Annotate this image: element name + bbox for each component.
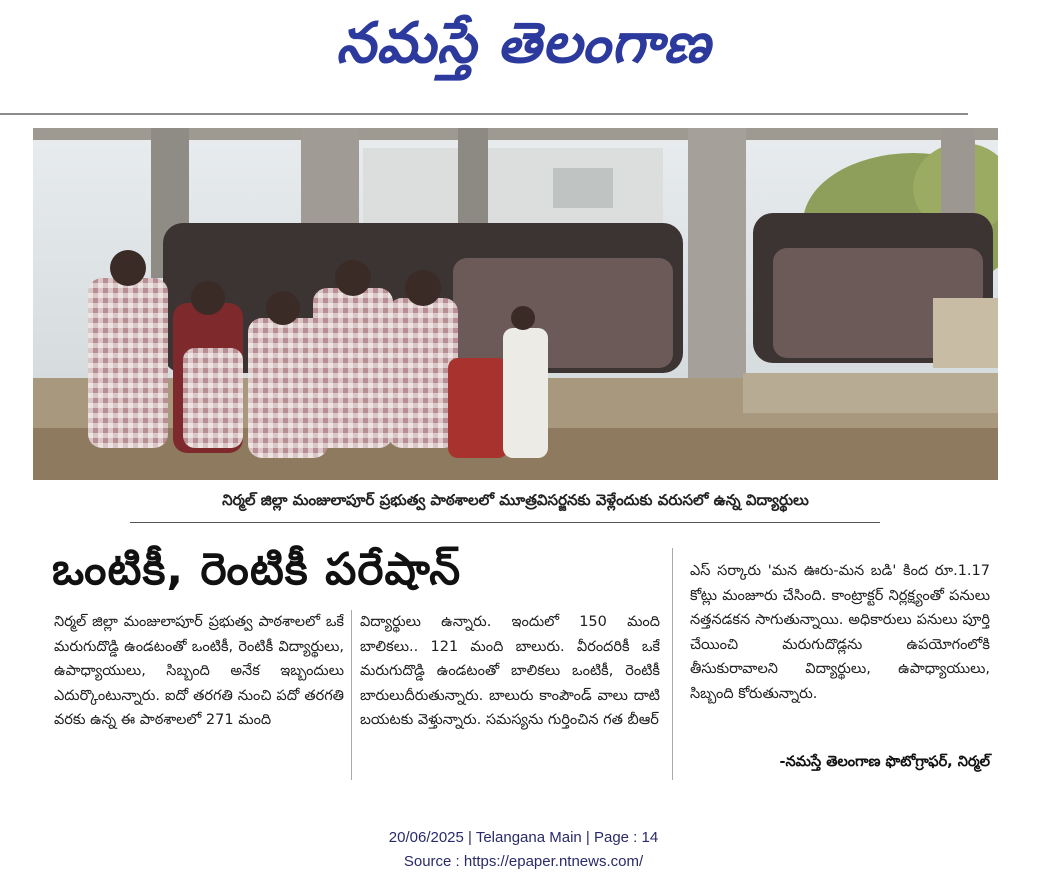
article-column-1-text: నిర్మల్ జిల్లా మంజులాపూర్ ప్రభుత్వ పాఠశాలలో ఒకే మరుగుదొడ్డి ఉండటంతో ఒంటికీ, రెంటికీ విద్యార్థులు, ఉపాధ్యాయులు, సిబ్బంది అనేక ఇబ్బందులు ఎదుర్కొంటున్నారు. ఐదో తరగతి నుంచి పదో తరగతి వరకు ఉన్న ఈ పాఠశాలలో 271 మంది (54, 614, 344, 728)
article-column-2-text: విద్యార్థులు ఉన్నారు. ఇందులో 150 మంది బాలికలు.. 121 మంది బాలురు. వీరందరికీ ఒకే మరుగుదొడ్డి ఉండటంతో బాలికలు ఒంటికీ, రెంటికీ బారులుదీరుతున్నారు. బాలురు కాంపౌండ్ వాలు దాటి బయటకు వెళ్తున్నారు. సమస్యను గుర్తించిన గత బీఆర్ (360, 614, 660, 728)
page-footer (0, 826, 1047, 874)
newspaper-logo-title: నమస్తే తెలంగాణ (336, 10, 711, 76)
article-column-3-text: ఎస్ సర్కారు 'మన ఊరు-మన బడి' కింద రూ.1.17 కోట్లు మంజూరు చేసింది. కాంట్రాక్టర్ నిర్లక్ష్యంతో పనులు నత్తనడకన సాగుతున్నాయి. అధికారులు పనులు పూర్తి చేయించి మరుగుదొడ్లను ఉపయోగంలోకి తీసుకురావాలని విద్యార్థులు, ఉపాధ్యాయులు, సిబ్బంది కోరుతున్నారు. (690, 563, 990, 702)
article-byline: -నమస్తే తెలంగాణ ఫొటోగ్రాఫర్, నిర్మల్ (779, 754, 990, 770)
article-column-2 (360, 610, 660, 733)
caption-divider (130, 522, 880, 523)
photo-caption: నిర్మల్ జిల్లా మంజులాపూర్ ప్రభుత్వ పాఠశాలలో మూత్రవిసర్జనకు వెళ్లేందుకు వరుసలో ఉన్న విద్యార్థులు (222, 491, 809, 509)
news-photo (33, 128, 998, 480)
article-column-3 (690, 559, 990, 706)
column-divider (351, 610, 352, 780)
column-divider (672, 548, 673, 780)
article-headline: ఒంటికీ, రెంటికీ పరేషాన్ (52, 544, 462, 595)
masthead (0, 0, 1047, 100)
students-queue-photo (33, 128, 998, 480)
edition-info: 20/06/2025 | Telangana Main | Page : 14 (388, 829, 659, 846)
masthead-divider (0, 113, 968, 115)
article-column-1 (54, 610, 344, 733)
source-link[interactable]: Source : https://epaper.ntnews.com/ (403, 853, 644, 870)
